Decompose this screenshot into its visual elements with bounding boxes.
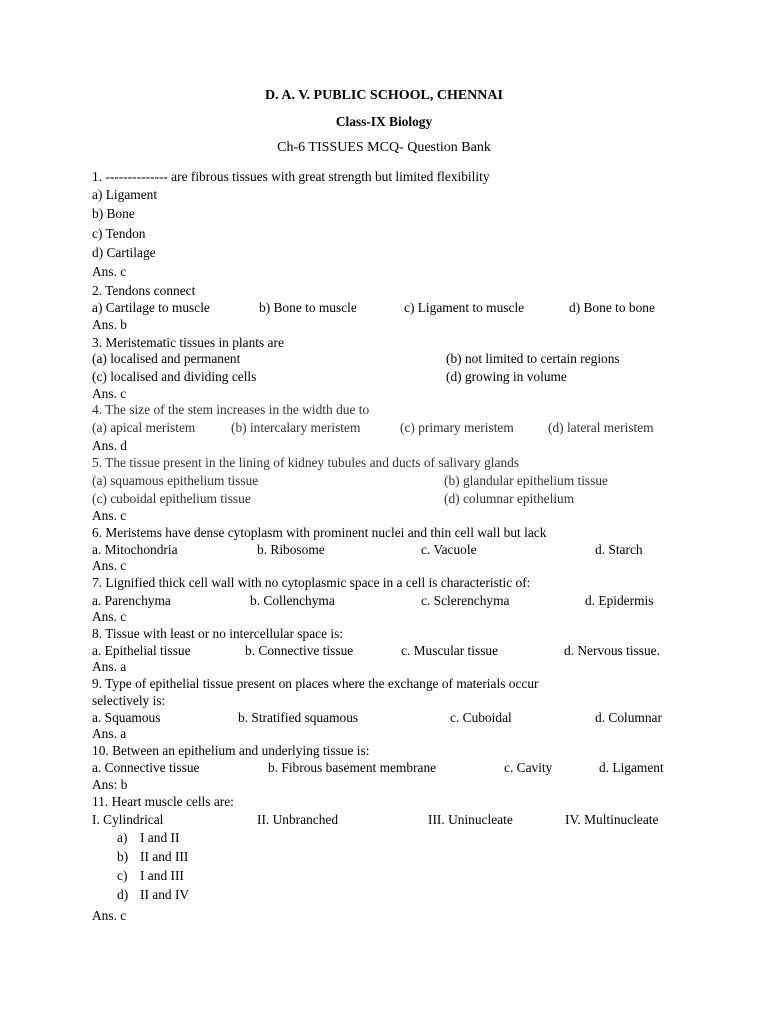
- class-title: Class-IX Biology: [335, 114, 433, 129]
- option: a. Epithelial tissue: [92, 643, 191, 658]
- option: d. Starch: [595, 542, 643, 557]
- statement: IV. Multinucleate: [565, 812, 659, 827]
- statement: II. Unbranched: [257, 812, 339, 827]
- option: II and IV: [140, 887, 190, 902]
- answer: Ans. d: [92, 438, 127, 453]
- option: (d) growing in volume: [446, 369, 567, 384]
- statement: III. Uninucleate: [428, 812, 513, 827]
- option: (c) primary meristem: [400, 420, 514, 435]
- option: d) Cartilage: [92, 245, 156, 260]
- option: (c) cuboidal epithelium tissue: [92, 491, 251, 506]
- answer: Ans. c: [92, 558, 127, 573]
- option: b. Collenchyma: [250, 593, 335, 608]
- option: c. Cuboidal: [450, 710, 512, 725]
- option: a. Parenchyma: [92, 593, 171, 608]
- option: II and III: [140, 849, 189, 864]
- option-marker: b): [117, 849, 129, 864]
- chapter-title: Ch-6 TISSUES MCQ- Question Bank: [277, 140, 491, 155]
- question-11: 11. Heart muscle cells are:: [92, 794, 234, 809]
- option: c) Ligament to muscle: [404, 300, 525, 315]
- option: a) Cartilage to muscle: [92, 300, 210, 315]
- option-marker: a): [117, 830, 128, 845]
- question-3: 3. Meristematic tissues in plants are: [92, 335, 284, 350]
- option: d. Ligament: [599, 760, 664, 775]
- option: d. Epidermis: [585, 593, 654, 608]
- option-marker: d): [117, 887, 129, 902]
- question-8: 8. Tissue with least or no intercellular space is:: [92, 626, 344, 641]
- option: b. Connective tissue: [245, 643, 354, 658]
- option: I and II: [140, 830, 180, 845]
- option: d. Nervous tissue.: [564, 643, 660, 658]
- option: (a) squamous epithelium tissue: [92, 473, 259, 488]
- option: a) Ligament: [92, 187, 158, 202]
- school-name: D. A. V. PUBLIC SCHOOL, CHENNAI: [265, 88, 503, 103]
- answer: Ans. c: [92, 609, 127, 624]
- option: c. Cavity: [504, 760, 553, 775]
- question-1: 1. -------------- are fibrous tissues with great strength but limited flexibility: [92, 169, 490, 184]
- answer: Ans. c: [92, 508, 127, 523]
- question-10: 10. Between an epithelium and underlying tissue is:: [92, 743, 370, 758]
- answer: Ans. c: [92, 908, 127, 923]
- question-4: 4. The size of the stem increases in the width due to: [92, 402, 370, 417]
- option: (b) glandular epithelium tissue: [444, 473, 608, 488]
- option: c. Muscular tissue: [401, 643, 499, 658]
- option: (c) localised and dividing cells: [92, 369, 257, 384]
- option: c. Sclerenchyma: [421, 593, 510, 608]
- option: b) Bone to muscle: [259, 300, 357, 315]
- option-marker: c): [117, 868, 128, 883]
- option: b) Bone: [92, 206, 135, 221]
- question-9-cont: selectively is:: [92, 693, 166, 708]
- option: a. Mitochondria: [92, 542, 178, 557]
- question-2: 2. Tendons connect: [92, 283, 196, 298]
- option: c) Tendon: [92, 226, 146, 241]
- option: (b) not limited to certain regions: [446, 351, 620, 366]
- option: (d) columnar epithelium: [444, 491, 575, 506]
- option: a. Connective tissue: [92, 760, 200, 775]
- option: c. Vacuole: [421, 542, 477, 557]
- answer: Ans. a: [92, 659, 127, 674]
- option: d. Columnar: [595, 710, 662, 725]
- answer: Ans. c: [92, 264, 127, 279]
- answer: Ans. b: [92, 317, 127, 332]
- option: I and III: [140, 868, 184, 883]
- option: (b) intercalary meristem: [231, 420, 361, 435]
- question-6: 6. Meristems have dense cytoplasm with prominent nuclei and thin cell wall but lack: [92, 525, 547, 540]
- option: (a) apical meristem: [92, 420, 196, 435]
- option: b. Fibrous basement membrane: [268, 760, 437, 775]
- question-5: 5. The tissue present in the lining of kidney tubules and ducts of salivary glands: [92, 455, 520, 470]
- answer: Ans: b: [92, 777, 128, 792]
- question-7: 7. Lignified thick cell wall with no cytoplasmic space in a cell is characteristic of:: [92, 575, 531, 590]
- option: (a) localised and permanent: [92, 351, 241, 366]
- option: b. Stratified squamous: [238, 710, 359, 725]
- question-9: 9. Type of epithelial tissue present on places where the exchange of materials occur: [92, 676, 539, 691]
- statement: I. Cylindrical: [92, 812, 164, 827]
- option: d) Bone to bone: [569, 300, 655, 315]
- answer: Ans. a: [92, 726, 127, 741]
- answer: Ans. c: [92, 386, 127, 401]
- option: a. Squamous: [92, 710, 161, 725]
- option: (d) lateral meristem: [548, 420, 654, 435]
- option: b. Ribosome: [257, 542, 325, 557]
